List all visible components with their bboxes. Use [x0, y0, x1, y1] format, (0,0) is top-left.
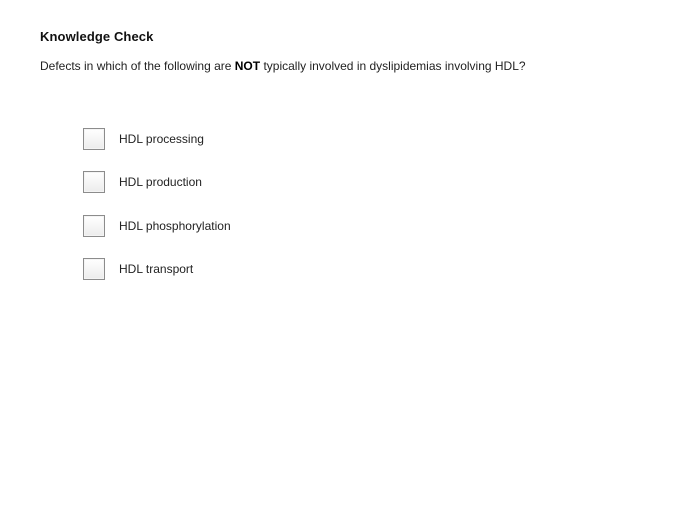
- answer-option-hdl-processing[interactable]: [83, 126, 231, 151]
- answer-option-label[interactable]: HDL phosphorylation: [119, 218, 231, 233]
- answer-option-hdl-production[interactable]: [83, 170, 231, 195]
- answer-checkbox[interactable]: [83, 215, 105, 237]
- answer-options-list: [83, 126, 231, 300]
- question-text-before: Defects in which of the following are: [40, 59, 235, 73]
- question-emphasis: NOT: [234, 59, 261, 73]
- question-text-after: typically involved in dyslipidemias involving HDL?: [260, 59, 526, 73]
- answer-option-label[interactable]: HDL transport: [119, 262, 194, 276]
- question-text: [40, 59, 526, 73]
- answer-option-label[interactable]: HDL production: [119, 175, 202, 189]
- answer-checkbox[interactable]: [83, 171, 105, 193]
- answer-checkbox[interactable]: [83, 128, 105, 150]
- page-title: Knowledge Check: [40, 29, 154, 44]
- answer-checkbox[interactable]: [83, 258, 105, 280]
- answer-option-hdl-transport[interactable]: [83, 257, 231, 282]
- answer-option-label[interactable]: HDL processing: [119, 131, 204, 146]
- answer-option-hdl-phosphorylation[interactable]: [83, 213, 231, 238]
